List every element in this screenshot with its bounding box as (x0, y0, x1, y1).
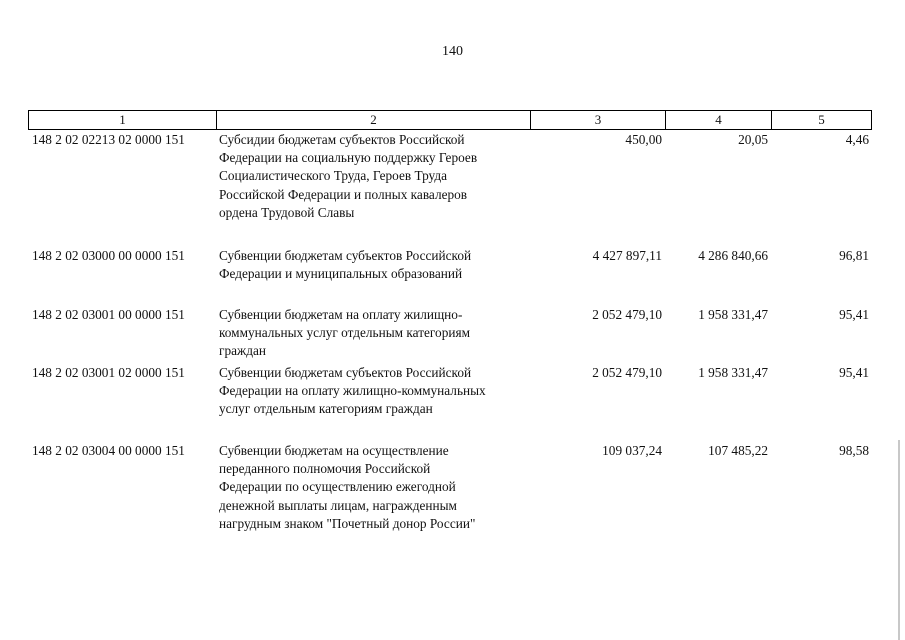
description-line: Субвенции бюджетам субъектов Российской (219, 365, 472, 380)
executed-amount: 107 485,22 (708, 443, 768, 458)
description-line: Российской Федерации и полных кавалеров (219, 186, 468, 202)
planned-amount: 2 052 479,10 (592, 365, 662, 380)
budget-code: 148 2 02 03000 00 0000 151 (32, 248, 185, 263)
header-row (28, 110, 872, 130)
executed-amount: 4 286 840,66 (698, 248, 768, 263)
row-description (219, 306, 539, 361)
description-line: коммунальных услуг отдельным категориям (219, 325, 470, 341)
description-line: Федерации на социальную поддержку Героев (219, 150, 478, 166)
scan-edge-mark (898, 440, 900, 640)
planned-amount: 450,00 (625, 132, 662, 147)
header-col-5: 5 (771, 111, 872, 129)
page-number: 140 (442, 44, 463, 59)
description-line: Субвенции бюджетам на оплату жилищно- (219, 307, 463, 322)
budget-code: 148 2 02 03001 00 0000 151 (32, 307, 185, 322)
header-col-2: 2 (216, 111, 530, 129)
execution-percent: 96,81 (839, 248, 869, 263)
description-line: граждан (219, 343, 266, 359)
description-line: Федерации по осуществлению ежегодной (219, 479, 456, 495)
executed-amount: 1 958 331,47 (698, 365, 768, 380)
budget-code: 148 2 02 03004 00 0000 151 (32, 443, 185, 458)
execution-percent: 95,41 (839, 365, 869, 380)
execution-percent: 98,58 (839, 443, 869, 458)
description-line: Субвенции бюджетам на осуществление (219, 443, 449, 458)
description-line: нагрудным знаком "Почетный донор России" (219, 515, 476, 531)
budget-code: 148 2 02 02213 02 0000 151 (32, 132, 185, 147)
row-description (219, 247, 539, 283)
row-description (219, 364, 539, 419)
description-line: ордена Трудовой Славы (219, 204, 355, 220)
executed-amount: 20,05 (738, 132, 768, 147)
header-col-4: 4 (665, 111, 771, 129)
row-description (219, 131, 539, 222)
description-line: Федерации и муниципальных образований (219, 266, 463, 282)
planned-amount: 109 037,24 (602, 443, 662, 458)
description-line: переданного полномочия Российской (219, 461, 431, 477)
planned-amount: 2 052 479,10 (592, 307, 662, 322)
execution-percent: 95,41 (839, 307, 869, 322)
description-line: денежной выплаты лицам, награжденным (219, 497, 457, 513)
executed-amount: 1 958 331,47 (698, 307, 768, 322)
description-line: Федерации на оплату жилищно-коммунальных (219, 383, 486, 399)
budget-code: 148 2 02 03001 02 0000 151 (32, 365, 185, 380)
planned-amount: 4 427 897,11 (592, 248, 662, 263)
description-line: Субвенции бюджетам субъектов Российской (219, 248, 472, 263)
description-line: Субсидии бюджетам субъектов Российской (219, 132, 465, 147)
header-col-1: 1 (28, 111, 216, 129)
description-line: Социалистического Труда, Героев Труда (219, 168, 448, 184)
execution-percent: 4,46 (845, 132, 869, 147)
row-description (219, 442, 539, 533)
description-line: услуг отдельным категориям граждан (219, 401, 433, 417)
header-col-3: 3 (530, 111, 665, 129)
